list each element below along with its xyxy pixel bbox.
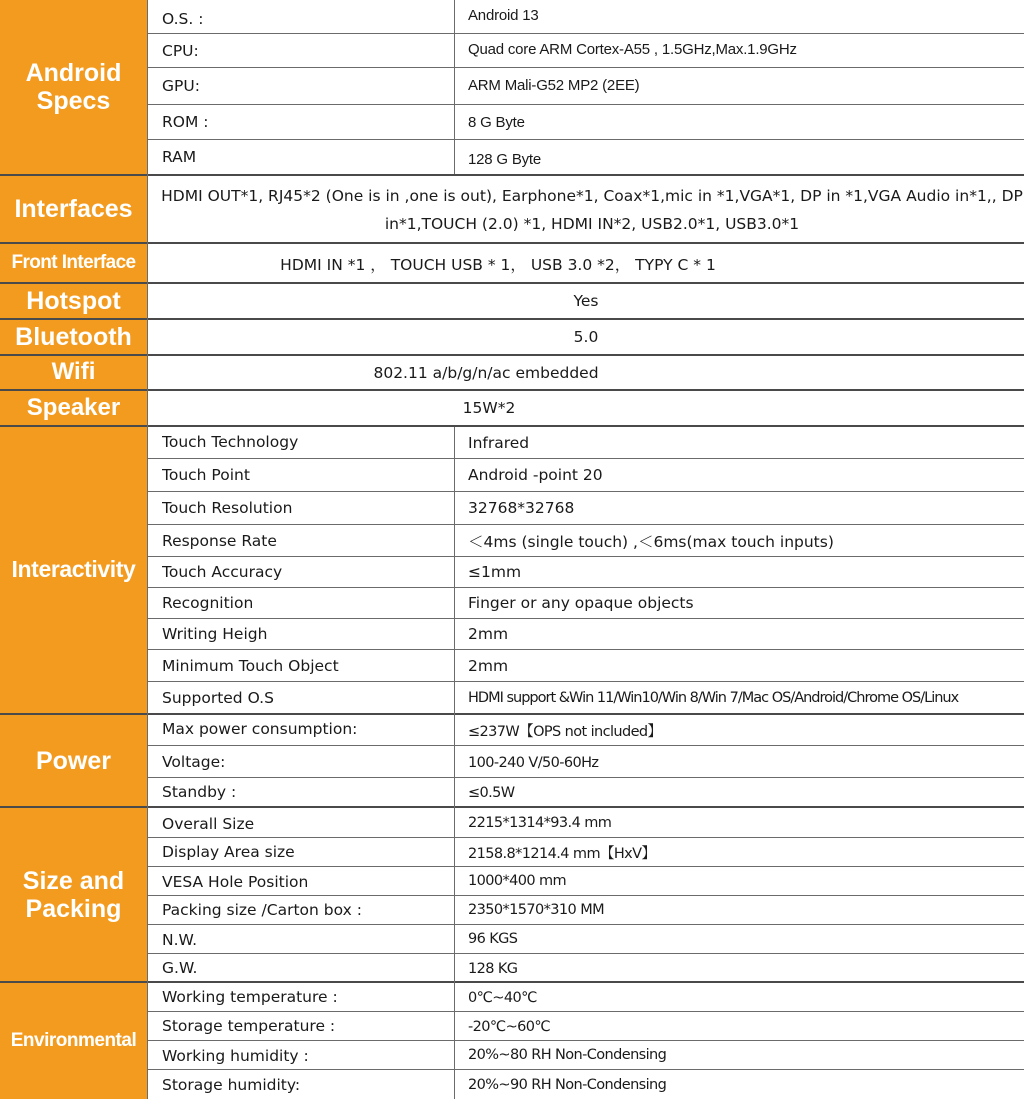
minimum-touch-object-value: 2mm (468, 656, 509, 675)
max-power-label: Max power consumption: (162, 720, 358, 738)
storage-temperature-label: Storage temperature : (162, 1016, 336, 1035)
writing-height-label: Writing Heigh (162, 625, 268, 643)
column-divider (454, 427, 455, 1099)
storage-humidity-value: 20%~90 RH Non-Condensing (468, 1076, 667, 1093)
hotspot-value: Yes (573, 292, 599, 310)
packing-size-label: Packing size /Carton box : (162, 901, 362, 919)
standby-label: Standby : (162, 783, 237, 801)
touch-accuracy-value: ≤1mm (468, 563, 522, 581)
column-divider (454, 0, 455, 174)
touch-resolution-label: Touch Resolution (162, 499, 293, 517)
hotspot-title: Hotspot (26, 287, 121, 315)
interfaces-value: HDMI OUT*1, RJ45*2 (One is in ,one is out), Earphone*1, Coax*1,mic in *1,VGA*1, DP in *1,VGA Audio in*1,, DP in*1,TOUCH (2.0) *1, HDMI IN*2, USB2.0*1, USB3.0*1 (161, 187, 1023, 233)
rom-label: ROM : (162, 113, 209, 131)
minimum-touch-object-label: Minimum Touch Object (162, 656, 339, 675)
response-rate-value: ＜4ms (single touch) ,＜6ms(max touch inputs) (468, 532, 834, 551)
recognition-label: Recognition (162, 594, 254, 612)
recognition-value: Finger or any opaque objects (468, 594, 694, 612)
max-power-value: ≤237W【OPS not included】 (468, 723, 662, 740)
supported-os-label: Supported O.S (162, 688, 274, 707)
android-specs-title: Android Specs (25, 59, 122, 115)
os-value: Android 13 (468, 6, 539, 24)
writing-height-value: 2mm (468, 625, 509, 643)
interfaces-title: Interfaces (14, 195, 133, 223)
voltage-value: 100-240 V/50-60Hz (468, 754, 599, 771)
touch-accuracy-label: Touch Accuracy (162, 563, 283, 581)
supported-os-value: HDMI support &Win 11/Win10/Win 8/Win 7/Mac OS/Android/Chrome OS/Linux (468, 689, 959, 706)
working-humidity-value: 20%~80 RH Non-Condensing (468, 1047, 667, 1063)
os-label: O.S. : (162, 9, 204, 28)
working-temperature-value: 0℃~40℃ (468, 989, 537, 1006)
gross-weight-label: G.W. (162, 958, 198, 977)
display-area-value: 2158.8*1214.4 mm【HxV】 (468, 845, 656, 862)
display-area-label: Display Area size (162, 843, 295, 861)
touch-point-label: Touch Point (162, 466, 250, 484)
working-temperature-label: Working temperature : (162, 987, 338, 1006)
bluetooth-value: 5.0 (573, 328, 599, 346)
speaker-title: Speaker (26, 393, 121, 421)
overall-size-value: 2215*1314*93.4 mm (468, 814, 612, 831)
power-title: Power (35, 746, 112, 775)
gpu-label: GPU: (162, 77, 200, 95)
gpu-value: ARM Mali-G52 MP2 (2EE) (468, 76, 640, 94)
storage-humidity-label: Storage humidity: (162, 1075, 301, 1094)
front-interface-value: HDMI IN *1 ， TOUCH USB * 1， USB 3.0 *2， TYPY C * 1 (280, 255, 716, 274)
rom-value: 8 G Byte (468, 113, 525, 131)
net-weight-label: N.W. (162, 931, 197, 949)
environmental-title: Environmental (10, 1030, 137, 1052)
cpu-label: CPU: (162, 41, 199, 60)
front-interface-title: Front Interface (11, 252, 136, 274)
group-divider (0, 242, 1024, 244)
vesa-hole-label: VESA Hole Position (162, 873, 309, 891)
touch-resolution-value: 32768*32768 (468, 499, 575, 517)
touch-point-value: Android -point 20 (468, 466, 603, 484)
bluetooth-title: Bluetooth (15, 323, 132, 351)
ram-value: 128 G Byte (468, 150, 542, 168)
wifi-title: Wifi (51, 358, 96, 386)
cpu-value: Quad core ARM Cortex-A55 , 1.5GHz,Max.1.9GHz (468, 41, 797, 58)
interactivity-title: Interactivity (11, 556, 136, 583)
wifi-value: 802.11 a/b/g/n/ac embedded (373, 363, 599, 382)
storage-temperature-value: -20℃~60℃ (468, 1019, 551, 1035)
gross-weight-value: 128 KG (468, 960, 518, 977)
packing-size-value: 2350*1570*310 MM (468, 902, 605, 918)
touch-technology-value: Infrared (468, 433, 530, 452)
speaker-value: 15W*2 (462, 399, 516, 417)
ram-label: RAM (162, 148, 197, 166)
touch-technology-label: Touch Technology (162, 432, 299, 451)
vesa-hole-value: 1000*400 mm (468, 873, 567, 889)
response-rate-label: Response Rate (162, 531, 277, 550)
net-weight-value: 96 KGS (468, 931, 518, 947)
column-divider (147, 0, 148, 1099)
voltage-label: Voltage: (162, 752, 226, 771)
working-humidity-label: Working humidity : (162, 1046, 309, 1065)
overall-size-label: Overall Size (162, 814, 255, 833)
standby-value: ≤0.5W (468, 785, 515, 801)
size-packing-title: Size and Packing (22, 866, 125, 923)
